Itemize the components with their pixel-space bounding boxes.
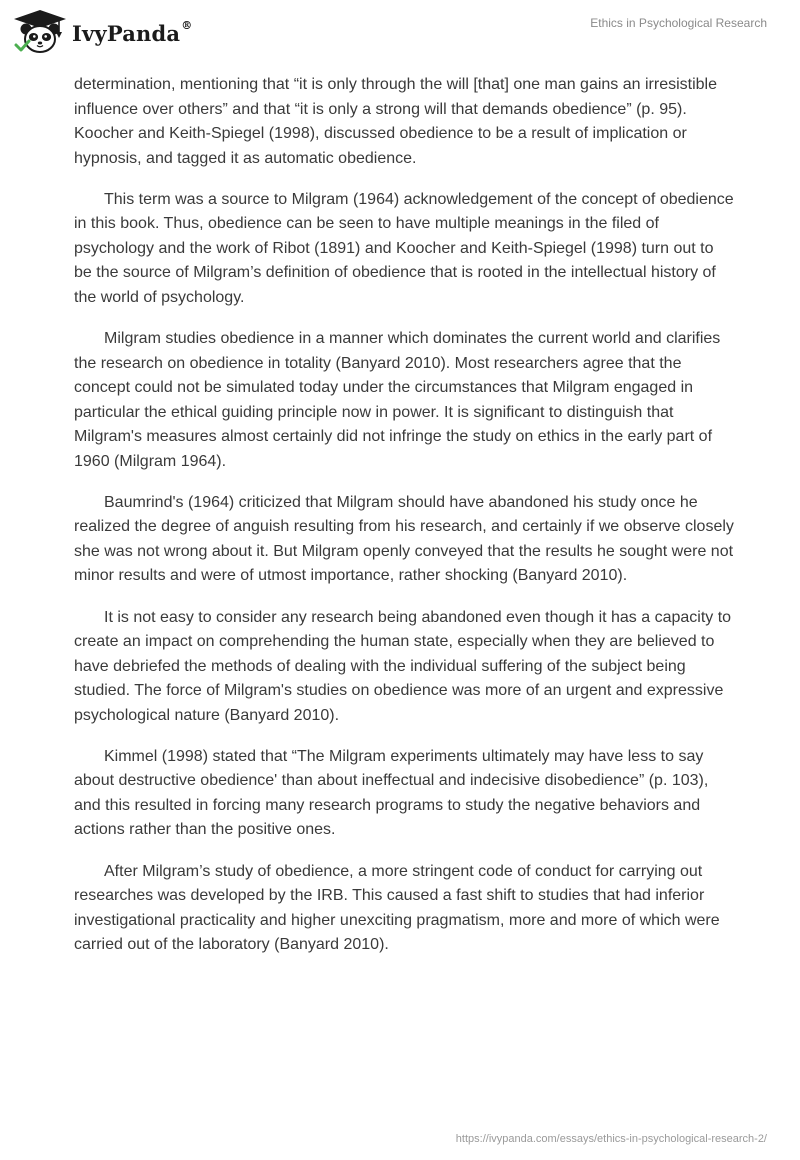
paragraph: Milgram studies obedience in a manner which dominates the current world and clarifies the research on obedience in totality (Banyard 2010). Most researchers agree that the concept could not be simulated today under the circumstances that Milgram engaged in particular the ethical guiding principle now in power. It is significant to distinguish that Milgram's measures almost certainly did not infringe the study on ethics in the early part of 1960 (Milgram 1964). (74, 330, 721, 470)
brand-name: IvyPanda® (72, 18, 193, 46)
paragraph: determination, mentioning that “it is only through the will [that] one man gains an irresistible influence over others” and that “it is only a strong will that demands obedience” (p. 95). Koocher and Keith-Spiegel (1998), discussed obedience to be a result of implication or hypnosis, and tagged it as automatic obedience. (74, 76, 718, 167)
paragraph: It is not easy to consider any research being abandoned even though it has a capacity to create an impact on comprehending the human state, especially when they are believed to have debriefed the methods of dealing with the individual suffering of the subject being studied. The force of Milgram's studies on obedience was more of an urgent and expressive psychological nature (Banyard 2010). (74, 608, 732, 724)
essay-body (74, 73, 734, 975)
source-url[interactable]: https://ivypanda.com/essays/ethics-in-psychological-research-2/ (455, 1133, 767, 1145)
page-header (0, 0, 800, 64)
panda-graduate-icon (12, 8, 68, 56)
paragraph: This term was a source to Milgram (1964) acknowledgement of the concept of obedience in this book. Thus, obedience can be seen to have multiple meanings in the filed of psychology and the work of Ribot (1891) and Koocher and Keith-Spiegel (1998) turn out to be the source of Milgram’s definition of obedience that is rooted in the intellectual history of the world of psychology. (74, 190, 734, 306)
paragraph: After Milgram’s study of obedience, a more stringent code of conduct for carrying out researches was developed by the IRB. This caused a fast shift to studies that had inferior investigational practicality and higher unexciting pragmatism, more and more of which were carried out of the laboratory (Banyard 2010). (74, 862, 720, 954)
document-title: Ethics in Psychological Research (590, 16, 767, 30)
paragraph: Kimmel (1998) stated that “The Milgram experiments ultimately may have less to say about destructive obedience' than about ineffectual and indecisive disobedience” (p. 103), and this resulted in forcing many research programs to study the negative behaviors and actions rather than the positive ones. (74, 747, 709, 839)
registered-mark: ® (181, 18, 193, 32)
paragraph: Baumrind's (1964) criticized that Milgram should have abandoned his study once he realized the degree of anguish resulting from his research, and certainly if we observe closely she was not wrong about it. But Milgram openly conveyed that the results he sought were not minor results and were of utmost importance, rather shocking (Banyard 2010). (74, 493, 734, 585)
ivypanda-logo[interactable] (12, 8, 192, 56)
